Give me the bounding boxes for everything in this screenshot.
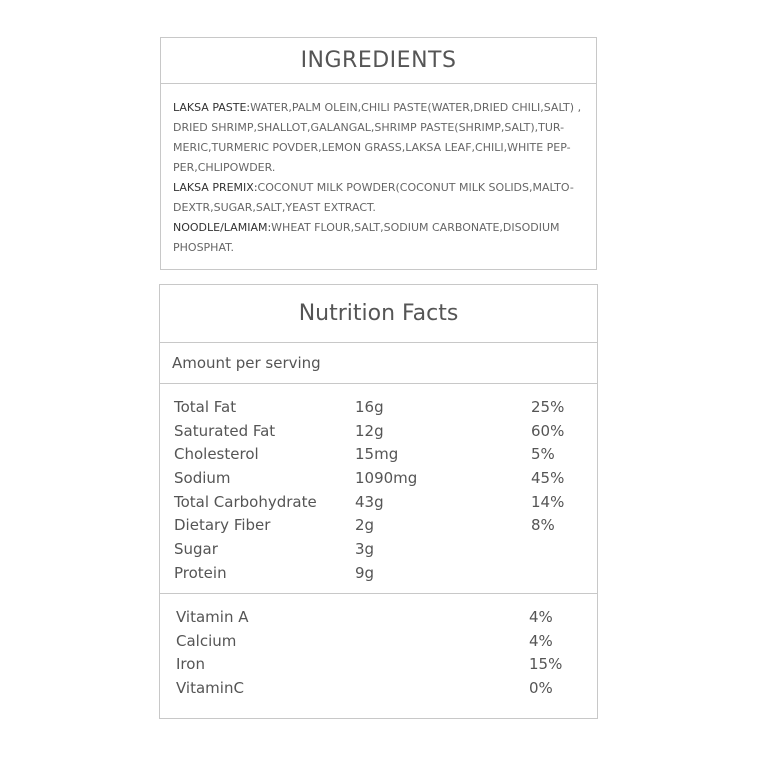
nutrient-daily-value: 5% [531,445,555,464]
nutrient-daily-value: 60% [531,421,565,440]
nutrient-row [160,491,597,515]
vitamin-name: Iron [176,655,205,674]
nutrient-daily-value: 14% [531,492,565,511]
ingredient-label: NOODLE/LAMIAM: [173,221,272,234]
nutrient-row [160,538,597,562]
ingredient-label: LAKSA PREMIX: [173,181,258,194]
vitamin-row [160,677,597,701]
nutrient-row [160,396,597,420]
ingredient-section-laksa-paste [173,98,584,178]
ingredient-label: LAKSA PASTE: [173,101,251,114]
vitamin-daily-value: 15% [529,655,563,674]
ingredients-title: INGREDIENTS [161,38,596,84]
vitamin-name: Vitamin A [176,608,249,626]
ingredient-section-noodle [173,218,584,258]
ingredient-section-laksa-premix [173,178,584,218]
nutrient-name: Saturated Fat [174,421,276,440]
vitamin-daily-value: 0% [529,679,553,698]
nutrient-row [160,514,597,538]
nutrition-facts-panel [159,284,598,719]
serving-label: Amount per serving [160,343,597,384]
ingredient-text: COCONUT MILK POWDER(COCONUT MILK SOLIDS,MALTO-DEXTR,SUGAR,SALT,YEAST EXTRACT. [173,181,574,214]
vitamin-row [160,606,597,630]
ingredient-text: WHEAT FLOUR,SALT,SODIUM CARBONATE,DISODIUM PHOSPHAT. [173,221,560,254]
vitamin-name: VitaminC [176,679,244,698]
vitamin-table [160,594,597,701]
vitamin-name: Calcium [176,631,237,650]
nutrient-amount: 43g [355,492,384,511]
nutrient-amount: 12g [355,421,384,440]
vitamin-daily-value: 4% [529,631,553,650]
nutrient-daily-value: 8% [531,516,555,535]
ingredient-text: WATER,PALM OLEIN,CHILI PASTE(WATER,DRIED CHILI,SALT) , DRIED SHRIMP,SHALLOT,GALANGAL,SHRIMP PASTE(SHRIMP,SALT),TUR-MERIC,TURMERIC POVDER,LEMON GRASS,LAKSA LEAF,CHILI,WHITE PEP-PER,CHLIPOWDER. [173,101,582,174]
nutrient-name: Dietary Fiber [174,516,271,535]
nutrient-name: Total Carbohydrate [174,492,317,511]
nutrient-amount: 1090mg [355,469,418,488]
nutrient-daily-value: 25% [531,398,565,416]
nutrient-row [160,467,597,491]
nutrient-daily-value: 45% [531,469,565,488]
vitamin-row [160,653,597,677]
nutrient-amount: 3g [355,540,375,559]
nutrient-name: Sodium [174,469,231,488]
nutrient-amount: 15mg [355,445,399,464]
nutrient-amount: 16g [355,398,384,416]
nutrient-row [160,443,597,467]
nutrient-row [160,420,597,444]
nutrient-name: Cholesterol [174,445,259,464]
vitamin-row [160,630,597,654]
nutrition-title: Nutrition Facts [160,285,597,343]
nutrient-name: Protein [174,563,227,582]
nutrient-amount: 2g [355,516,375,535]
ingredients-panel [160,37,597,270]
nutrient-amount: 9g [355,563,375,582]
nutrient-row [160,562,597,586]
nutrient-name: Sugar [174,540,218,559]
nutrient-name: Total Fat [174,398,237,416]
ingredients-body [161,84,596,258]
nutrient-table [160,384,597,594]
vitamin-daily-value: 4% [529,608,553,626]
